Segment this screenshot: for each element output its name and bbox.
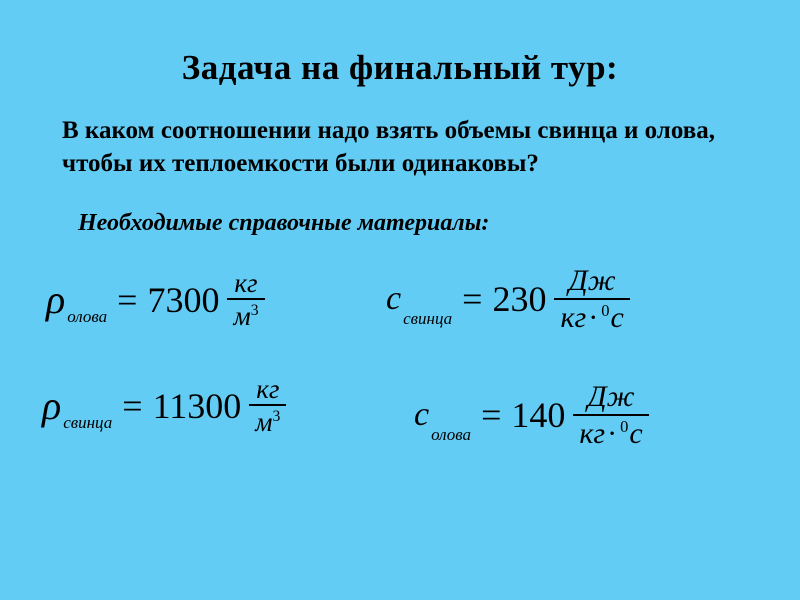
question-text: В каком соотношении надо взять объемы свинца и олова, чтобы их теплоемкости были одинаковы? (62, 117, 715, 177)
heat-capacity-lead-subscript: свинца (403, 309, 453, 328)
density-tin-equals: = (117, 279, 138, 320)
density-lead-unit (249, 375, 286, 437)
heat-capacity-tin-unit (573, 381, 648, 449)
density-lead-unit-numerator: кг (256, 374, 280, 404)
density-lead-equals: = (122, 385, 143, 426)
heat-capacity-tin-symbol: c (414, 396, 430, 433)
density-lead-symbol: ρ (42, 382, 62, 428)
heat-capacity-lead-symbol: c (386, 280, 402, 317)
formula-density-lead (42, 375, 286, 437)
formula-density-tin (46, 269, 265, 331)
density-tin-unit (227, 269, 264, 331)
density-tin-value: 7300 (147, 279, 220, 320)
formula-heat-capacity-tin (414, 381, 649, 449)
density-tin-unit-numerator: кг (234, 268, 258, 298)
heat-capacity-lead-unit-denominator: кг· $^0$с (560, 300, 624, 334)
heat-capacity-lead-equals: = (462, 279, 483, 319)
heat-capacity-lead-value: 230 (492, 279, 547, 319)
heat-capacity-tin-equals: = (481, 395, 502, 435)
density-lead-value: 11300 (152, 385, 242, 426)
heat-capacity-tin-unit-denominator: кг· $^0$с (579, 416, 643, 450)
heat-capacity-tin-unit-numerator: Дж (587, 380, 635, 413)
page-title: Задача на финальный тур: (181, 48, 619, 87)
formula-heat-capacity-lead (386, 265, 630, 333)
heat-capacity-lead-unit (554, 265, 629, 333)
density-tin-symbol: ρ (46, 276, 66, 322)
density-tin-subscript: олова (67, 306, 108, 326)
heat-capacity-lead-unit-numerator: Дж (568, 264, 616, 297)
formula-group (0, 263, 800, 493)
reference-materials-label: Необходимые справочные материалы: (78, 210, 490, 236)
heat-capacity-tin-value: 140 (511, 395, 566, 435)
heat-capacity-tin-subscript: олова (431, 425, 472, 444)
density-tin-unit-denominator: $м^3$ (233, 301, 259, 332)
density-lead-unit-denominator: $м^3$ (255, 407, 281, 438)
density-lead-subscript: свинца (63, 412, 113, 432)
